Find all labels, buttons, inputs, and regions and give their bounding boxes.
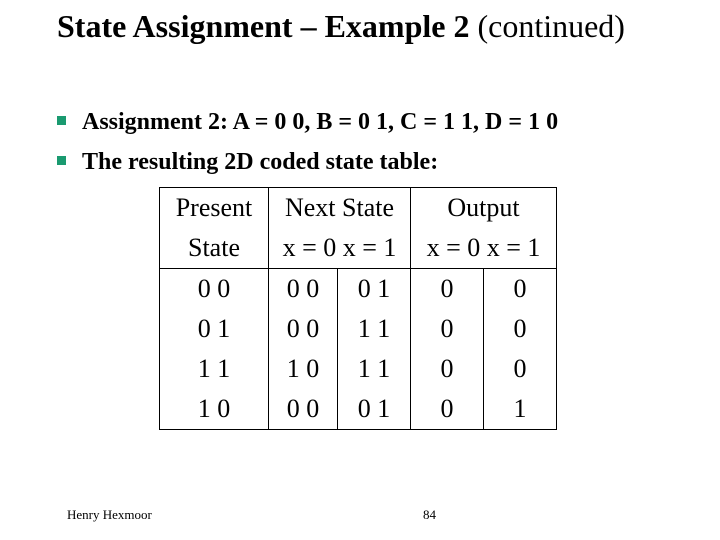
table-subheader-row [160,228,557,269]
header-state: State [160,228,269,269]
cell-output-x1: 0 [484,309,557,349]
cell-output-x0: 0 [411,309,484,349]
cell-output-x0: 0 [411,389,484,430]
table-header-row [160,188,557,229]
page-title [57,6,625,46]
title-suffix: (continued) [469,8,625,44]
header-next-state: Next State [269,188,411,229]
cell-output-x0: 0 [411,269,484,310]
square-bullet-icon [57,116,66,125]
cell-next-x0: 0 0 [269,269,338,310]
cell-next-x1: 0 1 [338,269,411,310]
header-output-inputs: x = 0 x = 1 [411,228,557,269]
page-number: 84 [423,507,436,522]
footer-author: Henry Hexmoor [67,507,152,522]
coded-state-table [159,187,557,430]
cell-next-x1: 0 1 [338,389,411,430]
header-present: Present [160,188,269,229]
cell-next-x0: 1 0 [269,349,338,389]
title-main: State Assignment – Example 2 [57,8,470,44]
cell-next-x0: 0 0 [269,389,338,430]
cell-next-x0: 0 0 [269,309,338,349]
cell-output-x0: 0 [411,349,484,389]
header-output: Output [411,188,557,229]
header-next-inputs: x = 0 x = 1 [269,228,411,269]
cell-present: 1 1 [160,349,269,389]
square-bullet-icon [57,156,66,165]
cell-present: 0 0 [160,269,269,310]
table-row [160,269,557,310]
cell-next-x1: 1 1 [338,349,411,389]
cell-output-x1: 0 [484,349,557,389]
cell-present: 0 1 [160,309,269,349]
table-row [160,389,557,430]
cell-output-x1: 0 [484,269,557,310]
table-row [160,309,557,349]
cell-output-x1: 1 [484,389,557,430]
table-row [160,349,557,389]
cell-present: 1 0 [160,389,269,430]
bullet-text: The resulting 2D coded state table: [82,149,439,175]
bullet-text: Assignment 2: A = 0 0, B = 0 1, C = 1 1, D = 1 0 [82,109,559,135]
cell-next-x1: 1 1 [338,309,411,349]
